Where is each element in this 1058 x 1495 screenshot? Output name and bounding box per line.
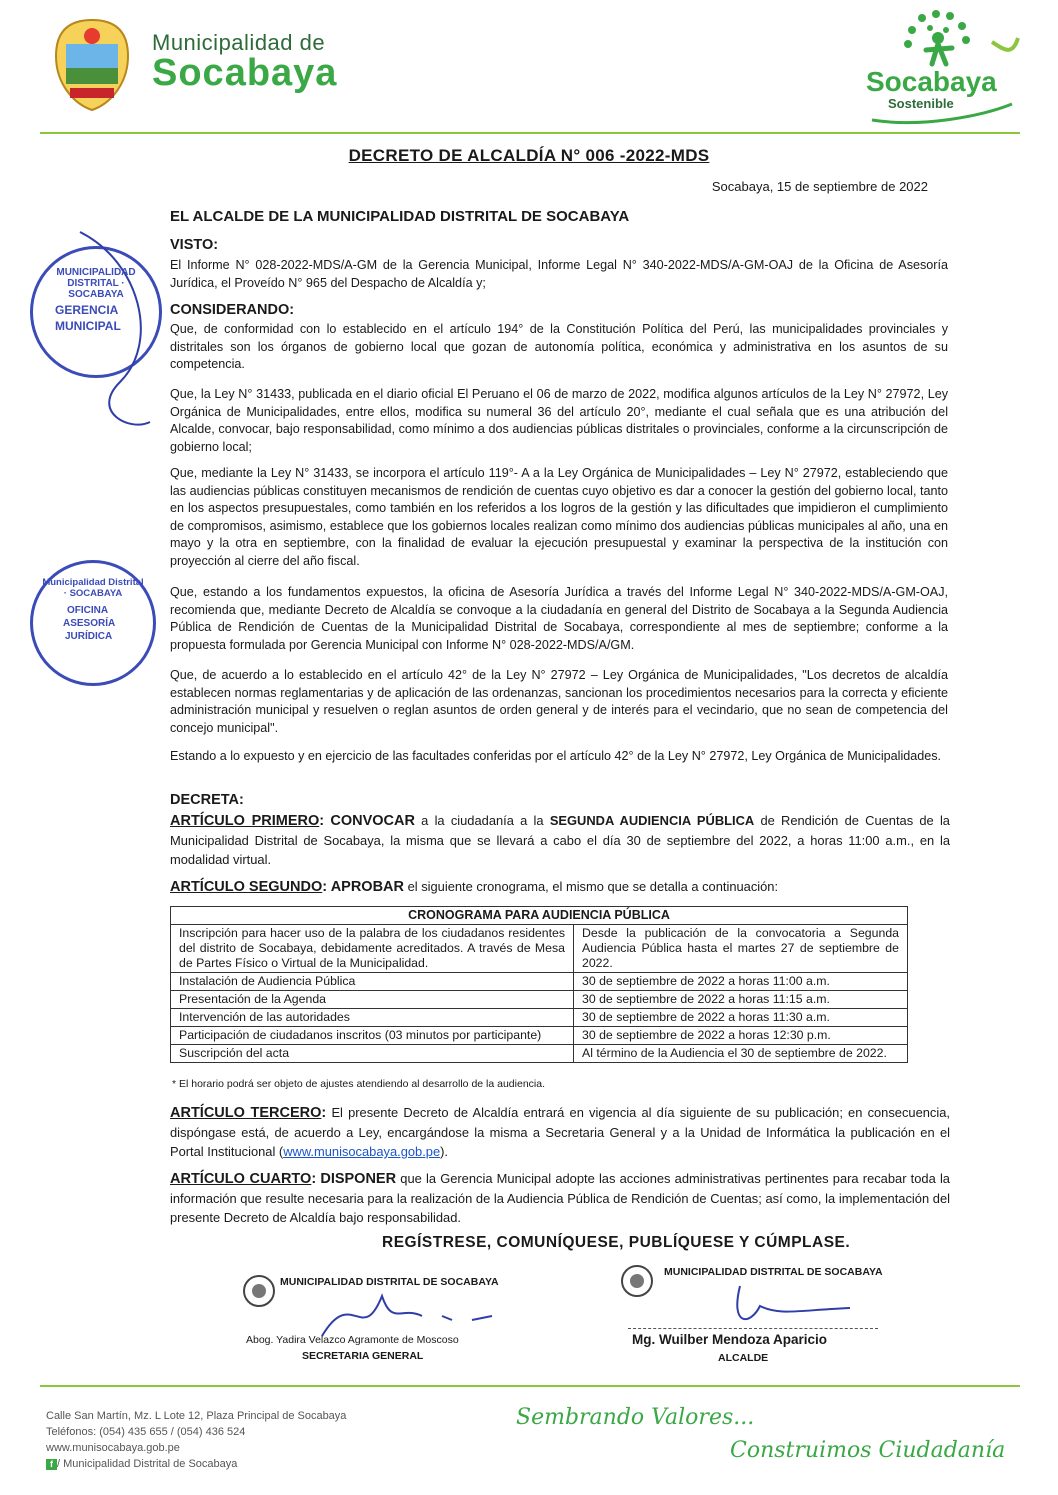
schedule-table: [170, 906, 908, 1063]
article-second-label: ARTÍCULO SEGUNDO: [170, 879, 323, 895]
footer-slogan-2: Construimos Ciudadanía: [730, 1438, 1006, 1463]
asesoria-juridica-stamp: [30, 560, 156, 686]
table-row: [171, 1009, 908, 1027]
oaj-stamp-line2: ASESORÍA: [63, 618, 116, 629]
secretaria-role: SECRETARIA GENERAL: [302, 1350, 424, 1362]
table-row: [171, 925, 908, 973]
table-row: [171, 1027, 908, 1045]
decree-title: DECRETO DE ALCALDÍA N° 006 -2022-MDS: [348, 146, 710, 165]
footer-web[interactable]: www.munisocabaya.gob.pe: [46, 1442, 180, 1454]
gm-signature-scribble: [60, 222, 170, 442]
oaj-stamp-line1: OFICINA: [67, 605, 109, 616]
schedule-when: 30 de septiembre de 2022 a horas 11:30 a.m.: [574, 1009, 908, 1027]
article-third-end: ).: [440, 1144, 449, 1159]
issuer-heading: EL ALCALDE DE LA MUNICIPALIDAD DISTRITAL DE SOCABAYA: [170, 208, 630, 225]
article-second: ARTÍCULO SEGUNDO: APROBAR el siguiente cronograma, el mismo que se detalla a continuación:: [170, 879, 779, 895]
sostenible-logo-name: Socabaya: [866, 66, 997, 97]
table-row: [171, 1045, 908, 1063]
schedule-activity: Intervención de las autoridades: [171, 1009, 574, 1027]
alcalde-role: ALCALDE: [718, 1352, 769, 1364]
secretaria-name: Abog. Yadira Velazco Agramonte de Moscoso: [246, 1334, 459, 1346]
header-divider: [40, 132, 1020, 134]
schedule-when: Desde la publicación de la convocatoria a Segunda Audiencia Pública hasta el martes 27 de septiembre de 2022.: [574, 925, 908, 973]
article-second-verb: APROBAR: [330, 879, 404, 895]
schedule-activity: Presentación de la Agenda: [171, 991, 574, 1009]
visto-text: El Informe N° 028-2022-MDS/A-GM de la Gerencia Municipal, Informe Legal N° 340-2022-MDS/A-GM-OAJ de la Oficina de Asesoría Jurídica, el Proveído N° 965 del Despacho de Alcaldía y;: [170, 258, 948, 290]
portal-link[interactable]: www.munisocabaya.gob.pe: [283, 1144, 441, 1159]
footer-slogan-1: Sembrando Valores...: [516, 1405, 755, 1430]
schedule-note: * El horario podrá ser objeto de ajustes atendiendo al desarrollo de la audiencia.: [172, 1078, 545, 1090]
considerando-paragraph-6: Estando a lo expuesto y en ejercicio de las facultades conferidas por el artículo 42° de la Ley N° 27972, Ley Orgánica de Municipalidades.: [170, 749, 942, 763]
secretaria-seal-icon: [242, 1274, 276, 1308]
considerando-paragraph-4: Que, estando a los fundamentos expuestos, la oficina de Asesoría Jurídica a través del Informe Legal N° 340-2022-MDS/A-GM-OAJ, recomienda que, mediante Decreto de Alcaldía se convoque a la ciudadanía en general del Distrito de Socabaya a la Segunda Audiencia Pública de Rendición de Cuentas de la Municipalidad Distrital de Socabaya, correspondiente al mes de septiembre; conforme a la propuesta formulada por Gerencia Municipal con Informe N° 028-2022-MDS/A/GM.: [170, 585, 948, 652]
article-second-text: el siguiente cronograma, el mismo que se detalla a continuación:: [407, 879, 779, 894]
sostenible-logo-sub: Sostenible: [888, 96, 954, 111]
table-row: [171, 991, 908, 1009]
secretaria-stamp-text: MUNICIPALIDAD DISTRITAL DE SOCABAYA: [280, 1276, 499, 1288]
gm-stamp-line1: GERENCIA: [55, 303, 119, 317]
closing-formula: REGÍSTRESE, COMUNÍQUESE, PUBLÍQUESE Y CÚMPLASE.: [382, 1234, 851, 1251]
schedule-activity: Suscripción del acta: [171, 1045, 574, 1063]
considerando-paragraph-3: Que, mediante la Ley N° 31433, se incorpora el artículo 119°- A a la Ley Orgánica de Municipalidades – Ley N° 27972, estableciendo que las audiencias públicas constituyen mecanismos de rendición de cuentas cuyo objetivo es dar a conocer la gestión del gobierno local, tanto en los aspectos presupuestales, como también en los referidos a los logros de la gestión y las dificultades que impidieron el cumplimiento de compromisos, asimismo, establece que los gobiernos locales realizan como mínimo dos audiencias públicas municipales al año, una en mayo y la otra en septiembre, con la finalidad de evaluar la ejecución presupuestal y examinar la perspectiva de la institución con proyección al cierre del año fiscal.: [170, 466, 948, 568]
footer-facebook[interactable]: [46, 1456, 346, 1472]
visto-heading: VISTO:: [170, 237, 219, 253]
gm-stamp-ring: MUNICIPALIDAD DISTRITAL · SOCABAYA: [56, 267, 136, 300]
schedule-activity: Inscripción para hacer uso de la palabra de los ciudadanos residentes del distrito de Socabaya, debidamente acreditados. A través de Mesa de Partes Físico o Virtual de la Municipalidad.: [171, 925, 574, 973]
alcalde-name: Mg. Wuilber Mendoza Aparicio: [632, 1332, 828, 1347]
article-fourth: ARTÍCULO CUARTO: DISPONER que la Gerencia Municipal adopte las acciones administrativas pertinentes para recabar toda la información que resulte necesaria para la realización de la Audiencia Pública de Rendición de Cuentas; así como, la implementación del presente Decreto de Alcaldía bajo responsabilidad.: [170, 1171, 950, 1225]
municipal-crest-logo: [52, 16, 132, 112]
article-first: ARTÍCULO PRIMERO: CONVOCAR a la ciudadanía a la SEGUNDA AUDIENCIA PÚBLICA de Rendición de Cuentas de la Municipalidad Distrital de Socabaya, la misma que se llevará a cabo el día 30 de septiembre del 2022, a horas 11:00 a.m., en la modalidad virtual.: [170, 813, 950, 867]
oaj-stamp-line3: JURÍDICA: [65, 631, 113, 642]
schedule-activity: Participación de ciudadanos inscritos (03 minutos por participante): [171, 1027, 574, 1045]
footer-phones: Teléfonos: (054) 435 655 / (054) 436 524: [46, 1426, 246, 1438]
header-municipality-line1: Municipalidad de: [152, 30, 326, 55]
article-fourth-label: ARTÍCULO CUARTO: [170, 1171, 312, 1187]
article-third-label: ARTÍCULO TERCERO: [170, 1105, 322, 1121]
article-first-text-a: a la ciudadanía a la: [421, 813, 544, 828]
alcalde-seal-icon: [620, 1264, 654, 1298]
article-third-text: El presente Decreto de Alcaldía entrará en vigencia al día siguiente de su publicación; en consecuencia, dispóngase está, de acuerdo a Ley, encargándose la misma a Secretaria General y a la Unidad de Informática la publicación en el Portal Institucional (: [170, 1105, 950, 1159]
footer-contact: [46, 1408, 346, 1472]
oaj-stamp-ring: Municipalidad Distrital · SOCABAYA: [42, 577, 144, 599]
schedule-when: 30 de septiembre de 2022 a horas 12:30 p.m.: [574, 1027, 908, 1045]
article-fourth-text: que la Gerencia Municipal adopte las acciones administrativas pertinentes para recabar toda la información que resulte necesaria para la realización de la Audiencia Pública de Rendición de Cuentas; así como, la implementación del presente Decreto de Alcaldía bajo responsabilidad.: [170, 1171, 950, 1225]
alcalde-signature: [680, 1276, 900, 1336]
facebook-icon: f: [46, 1459, 57, 1470]
considerando-paragraph-2: Que, la Ley N° 31433, publicada en el diario oficial El Peruano el 06 de marzo de 2022, modifica algunos artículos de la Ley N° 27972, Ley Orgánica de Municipalidades, entre ellos, modifica su numeral 36 del artículo 20°, mediante el cual señala que es una atribución del Alcalde, convocar, bajo responsabilidad, como mínimo a dos audiencias públicas distritales o provinciales, conforme a la circunscripción de gobierno local;: [170, 387, 948, 454]
considerando-paragraph-5: Que, de acuerdo a lo establecido en el artículo 42° de la Ley N° 27972 – Ley Orgánica de Municipalidades, "Los decretos de alcaldía establecen normas reglamentarias y de aplicación de las ordenanzas, sancionan los procedimientos necesarios para la correcta y eficiente administración municipal y resuelven o reglan asuntos de orden general y de interés para el vecindario, que no sean de competencia del concejo municipal".: [170, 668, 948, 735]
table-row: [171, 973, 908, 991]
considerando-paragraph-1: Que, de conformidad con lo establecido en el artículo 194° de la Constitución Política del Perú, las municipalidades provinciales y distritales son los órganos de gobierno local que gozan de autonomía política, económica y administrativa en los asuntos de su competencia.: [170, 322, 948, 372]
header-municipality-name: Socabaya: [152, 52, 338, 94]
schedule-when: Al término de la Audiencia el 30 de septiembre de 2022.: [574, 1045, 908, 1063]
article-first-label: ARTÍCULO PRIMERO: [170, 813, 320, 829]
footer-address: Calle San Martín, Mz. L Lote 12, Plaza Principal de Socabaya: [46, 1410, 347, 1422]
considerando-heading: CONSIDERANDO:: [170, 302, 295, 318]
schedule-activity: Instalación de Audiencia Pública: [171, 973, 574, 991]
decreta-heading: DECRETA:: [170, 792, 244, 808]
alcalde-stamp-text: MUNICIPALIDAD DISTRITAL DE SOCABAYA: [664, 1266, 883, 1278]
footer-facebook-text: / Municipalidad Distrital de Socabaya: [57, 1458, 238, 1470]
gm-stamp-line2: MUNICIPAL: [55, 319, 121, 333]
article-third: ARTÍCULO TERCERO: El presente Decreto de Alcaldía entrará en vigencia al día siguiente de su publicación; en consecuencia, dispóngase está, de acuerdo a Ley, encargándose la misma a Secretaria General y a la Unidad de Informática la publicación en el Portal Institucional (www.munisocabaya.gob.pe).: [170, 1105, 950, 1159]
article-fourth-verb: DISPONER: [320, 1171, 397, 1187]
article-first-verb: CONVOCAR: [330, 813, 415, 829]
decree-date: Socabaya, 15 de septiembre de 2022: [711, 179, 928, 194]
article-first-text-b: SEGUNDA AUDIENCIA PÚBLICA: [549, 813, 755, 828]
schedule-title: CRONOGRAMA PARA AUDIENCIA PÚBLICA: [171, 907, 908, 925]
schedule-when: 30 de septiembre de 2022 a horas 11:00 a.m.: [574, 973, 908, 991]
socabaya-sostenible-logo: [862, 8, 1022, 126]
footer-divider: [40, 1385, 1020, 1387]
schedule-when: 30 de septiembre de 2022 a horas 11:15 a.m.: [574, 991, 908, 1009]
article-first-text-c: de Rendición de Cuentas de la Municipalidad Distrital de Socabaya, la misma que se llevará a cabo el día 30 de septiembre del 2022, a horas 11:00 a.m., en la modalidad virtual.: [170, 813, 950, 867]
